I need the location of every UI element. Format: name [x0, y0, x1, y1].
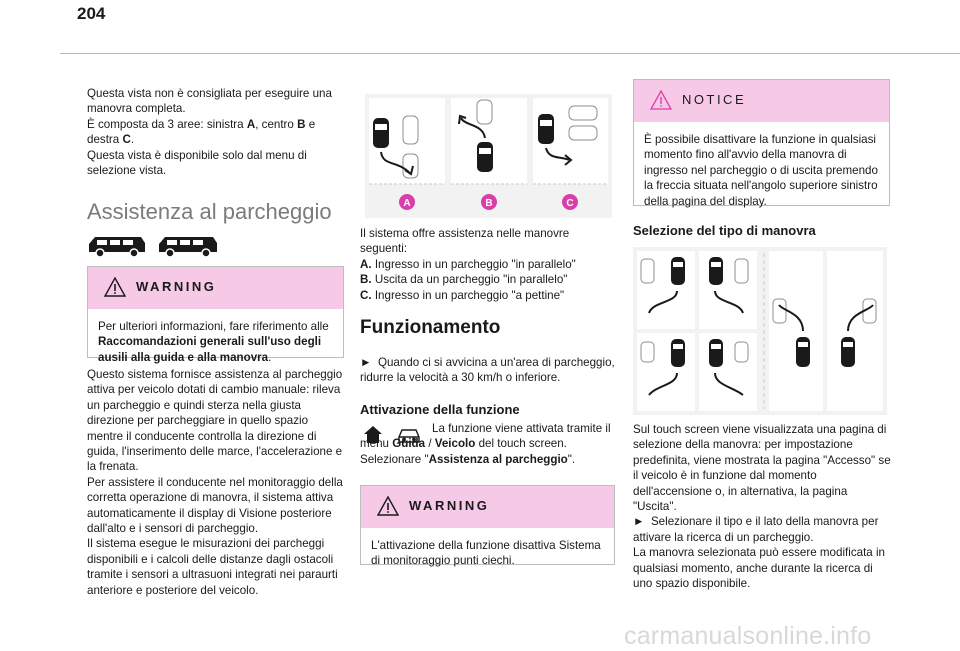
warning-title: WARNING: [136, 279, 217, 294]
figure-label-a: A: [403, 198, 411, 209]
col2-intro: Il sistema offre assistenza nelle manovre seguenti: A. Ingresso in un parcheggio "in parallelo" B. Uscita da un parcheggio "in parallelo" C. Ingresso in un parcheggio "a pettine": [360, 226, 615, 303]
page-number: 204: [77, 4, 106, 23]
heading-selezione: Selezione del tipo di manovra: [633, 223, 816, 238]
maneuver-selection-figure: [633, 247, 887, 415]
header-divider: [60, 53, 960, 54]
warning-title: WARNING: [409, 498, 490, 513]
van-short-icon: [89, 237, 145, 257]
warning-text: L'attivazione della funzione disattiva Sistema di monitoraggio punti ciechi.: [371, 539, 601, 568]
col2-activation: La funzione viene attivata tramite il menu Guida / Veicolo del touch screen. Selezionare "Assistenza al parcheggio".: [360, 422, 611, 466]
bullet-arrow-icon: ►: [360, 356, 372, 369]
bullet-arrow-icon: ►: [633, 515, 645, 529]
warning-text: Per ulteriori informazioni, fare riferimento alle Raccomandazioni generali sull'uso degli ausili alla guida e alla manovra.: [98, 320, 329, 364]
parking-modes-figure: [365, 94, 612, 218]
figure-label-c: C: [566, 198, 574, 209]
notice-triangle-icon: [650, 90, 672, 110]
warning-box-col2: [360, 485, 615, 568]
list-item: A. Ingresso in un parcheggio "in parallelo": [360, 257, 576, 271]
col1-intro: Questa vista non è consigliata per eseguire una manovra completa. È composta da 3 aree: sinistra A, centro B e destra C. Questa vista è disponibile solo dal menu di selezione vista.: [87, 87, 332, 178]
col1-body: Questo sistema fornisce assistenza al parcheggio attiva per veicolo dotati di cambio manuale: rileva un parcheggio e quindi sterza nella giusta direzione per parcheggiare in quello spazio mentre il conducente controlla la direzione di guida, l'inserimento delle marce, l'accelerazione e la frenata. Per assistere il conducente nel monitoraggio della corretta operazione di manovra, il sistema attiva automaticamente il display di Visione posteriore dall'alto e i sensori di parcheggio. Il sistema esegue le misurazioni dei parcheggi disponibili e i calcoli delle distanze dagli ostacoli tramite i sensori a ultrasuoni integrati nei paraurti anteriore e posteriore del veicolo.: [87, 368, 343, 597]
heading-funzionamento: Funzionamento: [360, 317, 501, 338]
col2-bullet: ► Quando ci si avvicina a un'area di parcheggio, ridurre la velocità a 30 km/h o inferiore.: [360, 356, 615, 385]
van-long-icon: [159, 237, 217, 257]
list-item: C. Ingresso in un parcheggio "a pettine": [360, 288, 565, 302]
notice-box: [633, 79, 890, 206]
col3-body: Sul touch screen viene visualizzata una pagina di selezione della manovra: per impostazione predefinita, viene mostrata la pagina "Accesso" se il veicolo è in funzione dal momento dell'accensione o, in alternativa, la pagina "Uscita". ► Selezionare il tipo e il lato della manovra per attivare la ricerca di un parcheggio. La manovra selezionata può essere modificata in qualsiasi momento, anche durante la ricerca di uno spazio disponibile.: [633, 423, 891, 591]
section-heading-assistenza: Assistenza al parcheggio: [87, 199, 332, 224]
warning-triangle-icon: [377, 496, 399, 516]
list-item: B. Uscita da un parcheggio "in parallelo": [360, 273, 568, 287]
heading-attivazione: Attivazione della funzione: [360, 402, 520, 417]
notice-title: NOTICE: [682, 92, 747, 107]
watermark: carmanualsonline.info: [624, 622, 872, 650]
notice-text: È possibile disattivare la funzione in qualsiasi momento fino all'avvio della manovra di ingresso nel parcheggio o di uscita premendo la freccia situata nell'angolo superiore sinistro della pagina del display.: [644, 133, 878, 208]
figure-label-b: B: [485, 198, 493, 209]
vehicle-icons: [87, 232, 219, 263]
warning-box-col1: [87, 266, 344, 364]
warning-triangle-icon: [104, 277, 126, 297]
